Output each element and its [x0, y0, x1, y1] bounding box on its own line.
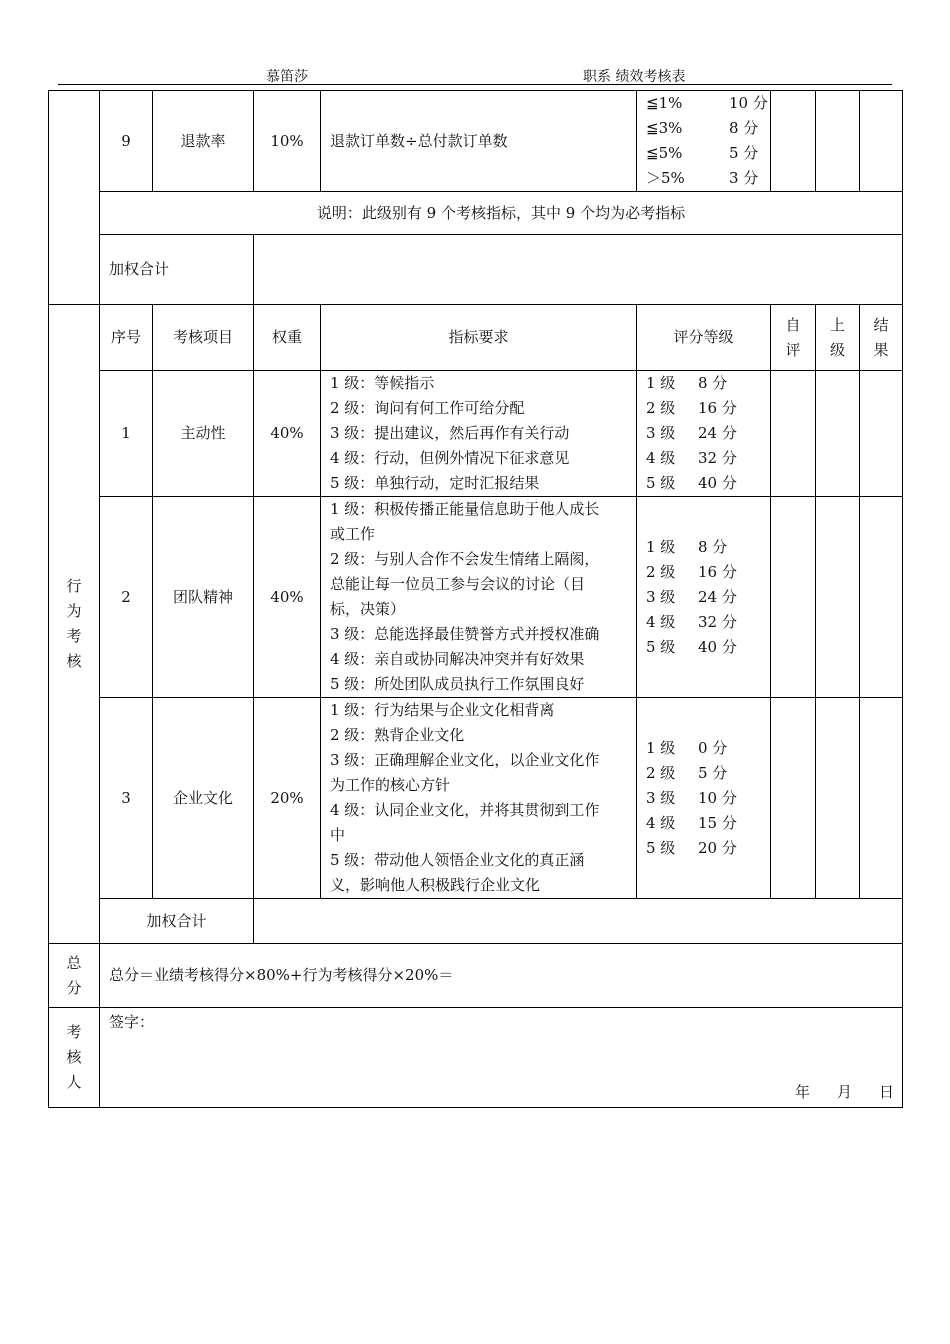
assessor-sign-area[interactable] — [100, 1008, 903, 1108]
behavior-row-requirements — [321, 371, 637, 497]
behavior-self-score[interactable] — [771, 497, 816, 698]
weighted-total-row-1 — [49, 235, 903, 305]
behavior-row-grades — [637, 371, 771, 497]
behavior-superior-score[interactable] — [816, 698, 860, 899]
behavior-row — [49, 497, 903, 698]
refund-row — [49, 91, 903, 192]
total-label-cell — [49, 944, 100, 1008]
behavior-section-label — [49, 305, 100, 944]
weighted-total-label-2: 加权合计 — [100, 899, 254, 944]
performance-section-cell — [49, 91, 100, 305]
refund-weight: 10% — [254, 91, 321, 192]
header-right-text: 职系 绩效考核表 — [583, 69, 686, 85]
sign-label: 签字： — [109, 1013, 155, 1031]
col-header-no: 序号 — [100, 305, 153, 371]
sign-date — [795, 1080, 894, 1105]
requirement-line: 4 级：亲自或协同解决冲突并有好效果 — [330, 650, 585, 668]
grade-level: 5 级 — [646, 838, 676, 857]
requirement-line: 4 级：认同企业文化，并将其贯彻到工作 — [330, 801, 600, 819]
col-header-self — [771, 305, 816, 371]
col-header-result-text: 结果 — [873, 315, 889, 359]
total-score-row — [49, 944, 903, 1008]
refund-self-score[interactable] — [771, 91, 816, 192]
grade-score: 5 分 — [698, 763, 728, 782]
grade-level: ＞5% — [646, 169, 685, 187]
requirement-line: 5 级：带动他人领悟企业文化的真正涵 — [330, 851, 585, 869]
behavior-row — [49, 698, 903, 899]
requirement-line: 2 级：熟背企业文化 — [330, 726, 465, 744]
refund-superior-score[interactable] — [816, 91, 860, 192]
grade-score: 40 分 — [698, 474, 737, 492]
grade-score: 8 分 — [729, 119, 759, 137]
date-day: 日 — [878, 1083, 894, 1101]
requirement-line: 3 级：正确理解企业文化，以企业文化作 — [330, 751, 600, 769]
behavior-row — [49, 371, 903, 497]
refund-name: 退款率 — [153, 91, 254, 192]
explanation-row — [49, 192, 903, 235]
col-header-grading: 评分等级 — [637, 305, 771, 371]
grade-score: 5 分 — [729, 144, 759, 162]
refund-grades — [637, 91, 771, 192]
grade-score: 10 分 — [729, 94, 768, 112]
behavior-row-no: 3 — [100, 698, 153, 899]
grade-level: 1 级 — [646, 738, 676, 757]
behavior-result[interactable] — [860, 371, 903, 497]
requirement-line: 中 — [330, 826, 346, 844]
assessor-label: 考核人 — [66, 1023, 82, 1091]
assessor-row — [49, 1008, 903, 1108]
col-header-requirement: 指标要求 — [321, 305, 637, 371]
grade-score: 3 分 — [729, 169, 759, 187]
requirement-line: 4 级：行动，但例外情况下征求意见 — [330, 449, 570, 467]
requirement-line: 或工作 — [330, 525, 376, 543]
grade-score: 40 分 — [698, 637, 737, 656]
grade-score: 8 分 — [698, 537, 728, 556]
refund-no: 9 — [100, 91, 153, 192]
behavior-superior-score[interactable] — [816, 497, 860, 698]
behavior-row-weight: 20% — [254, 698, 321, 899]
col-header-item: 考核项目 — [153, 305, 254, 371]
explanation-text: 说明：此级别有 9 个考核指标，其中 9 个均为必考指标 — [100, 192, 903, 235]
behavior-row-requirements — [321, 698, 637, 899]
behavior-header-row — [49, 305, 903, 371]
grade-level: 3 级 — [646, 587, 676, 606]
requirement-line: 5 级：单独行动，定时汇报结果 — [330, 474, 540, 492]
grade-score: 24 分 — [698, 587, 737, 606]
requirement-line: 义，影响他人积极践行企业文化 — [330, 876, 541, 894]
requirement-line: 3 级：提出建议，然后再作有关行动 — [330, 424, 570, 442]
behavior-row-no: 1 — [100, 371, 153, 497]
date-month: 月 — [836, 1083, 852, 1101]
requirement-line: 为工作的核心方针 — [330, 776, 451, 794]
behavior-superior-score[interactable] — [816, 371, 860, 497]
weighted-total-row-2 — [49, 899, 903, 944]
grade-level: ≦3% — [646, 119, 683, 137]
col-header-superior-text: 上级 — [830, 315, 846, 359]
behavior-result[interactable] — [860, 497, 903, 698]
col-header-superior — [816, 305, 860, 371]
grade-level: ≦1% — [646, 94, 683, 112]
grade-score: 10 分 — [698, 788, 737, 807]
behavior-row-weight: 40% — [254, 371, 321, 497]
header-left-text: 慕笛莎 — [266, 69, 308, 85]
behavior-row-grades — [637, 698, 771, 899]
requirement-line: 1 级：等候指示 — [330, 374, 435, 392]
behavior-row-weight: 40% — [254, 497, 321, 698]
behavior-self-score[interactable] — [771, 698, 816, 899]
weighted-total-value-1[interactable] — [254, 235, 903, 305]
header-divider — [58, 84, 892, 85]
requirement-line: 2 级：询问有何工作可给分配 — [330, 399, 525, 417]
grade-score: 16 分 — [698, 399, 737, 417]
col-header-result — [860, 305, 903, 371]
grade-score: 24 分 — [698, 424, 737, 442]
weighted-total-label-1: 加权合计 — [100, 235, 254, 305]
refund-result[interactable] — [860, 91, 903, 192]
weighted-total-value-2[interactable] — [254, 899, 903, 944]
behavior-row-no: 2 — [100, 497, 153, 698]
col-header-weight: 权重 — [254, 305, 321, 371]
behavior-row-name: 团队精神 — [153, 497, 254, 698]
total-label: 总分 — [66, 953, 82, 997]
requirement-line: 1 级：行为结果与企业文化相背离 — [330, 701, 555, 719]
requirement-line: 标，决策） — [330, 600, 406, 618]
grade-level: 4 级 — [646, 813, 676, 832]
grade-level: 3 级 — [646, 424, 676, 442]
behavior-section-text: 行为考核 — [66, 577, 82, 670]
grade-level: 5 级 — [646, 637, 676, 656]
behavior-result[interactable] — [860, 698, 903, 899]
grade-level: 2 级 — [646, 562, 676, 581]
grade-score: 8 分 — [698, 374, 728, 392]
behavior-row-name: 企业文化 — [153, 698, 254, 899]
evaluation-table — [48, 90, 903, 1108]
grade-score: 15 分 — [698, 813, 737, 832]
date-year: 年 — [794, 1083, 810, 1101]
refund-requirement: 退款订单数÷总付款订单数 — [321, 91, 637, 192]
grade-level: 2 级 — [646, 763, 676, 782]
requirement-line: 3 级：总能选择最佳赞誉方式并授权准确 — [330, 625, 600, 643]
grade-level: 4 级 — [646, 612, 676, 631]
grade-level: 4 级 — [646, 449, 676, 467]
total-formula: 总分＝业绩考核得分×80%+行为考核得分×20%＝ — [100, 944, 903, 1008]
grade-score: 16 分 — [698, 562, 737, 581]
grade-level: 1 级 — [646, 537, 676, 556]
behavior-row-grades — [637, 497, 771, 698]
behavior-row-name: 主动性 — [153, 371, 254, 497]
assessor-label-cell — [49, 1008, 100, 1108]
grade-score: 32 分 — [698, 612, 737, 631]
grade-score: 0 分 — [698, 738, 728, 757]
grade-score: 32 分 — [698, 449, 737, 467]
grade-level: 1 级 — [646, 374, 676, 392]
requirement-line: 总能让每一位员工参与会议的讨论（目 — [330, 575, 586, 593]
requirement-line: 2 级：与别人合作不会发生情绪上隔阂， — [330, 550, 600, 568]
grade-level: 3 级 — [646, 788, 676, 807]
behavior-self-score[interactable] — [771, 371, 816, 497]
requirement-line: 5 级：所处团队成员执行工作氛围良好 — [330, 675, 585, 693]
grade-level: 2 级 — [646, 399, 676, 417]
grade-level: 5 级 — [646, 474, 676, 492]
grade-level: ≦5% — [646, 144, 683, 162]
grade-score: 20 分 — [698, 838, 737, 857]
col-header-self-text: 自评 — [785, 315, 801, 359]
requirement-line: 1 级：积极传播正能量信息助于他人成长 — [330, 500, 600, 518]
behavior-row-requirements — [321, 497, 637, 698]
